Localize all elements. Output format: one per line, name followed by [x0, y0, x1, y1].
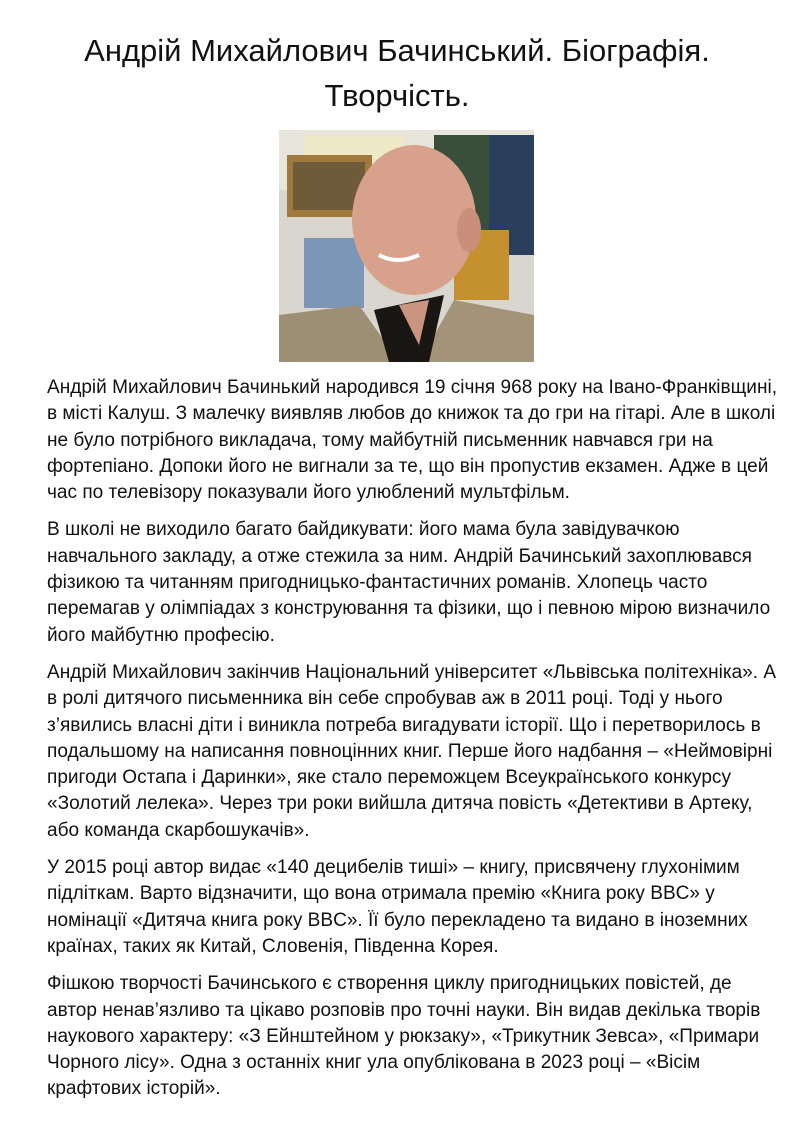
- author-portrait-photo: [279, 130, 534, 362]
- paragraph-line: час по телевізору показували його улюблений мультфільм.: [47, 482, 570, 504]
- paragraph-line: Андрій Михайлович Бачинький народився 19 січня 968 року на Івано-Франківщині,: [47, 377, 778, 398]
- paragraph-line: не було потрібного викладача, тому майбутній письменник навчався гри на: [47, 429, 713, 451]
- paragraph: [47, 660, 787, 844]
- paragraph-line: «Золотий лелека». Через три роки вийшла дитяча повість «Детективи в Артеку,: [47, 793, 753, 815]
- document-title: [0, 28, 794, 118]
- title-line: Творчість.: [324, 78, 470, 113]
- paragraph-line: автор ненав’язливо та цікаво розповів про точні науки. Він видав декілька творів: [47, 999, 761, 1021]
- paragraph-line: його майбутню професію.: [47, 624, 275, 646]
- paragraph-line: пригоди Остапа і Даринки», яке стало переможцем Всеукраїнського конкурсу: [47, 767, 731, 789]
- paragraph-line: в ролі дитячого письменника він себе спробував аж в 2011 році. Тоді у нього: [47, 688, 723, 710]
- paragraph-line: Чорного лісу». Одна з останніх книг ула опублікована в 2023 році – «Вісім: [47, 1052, 701, 1074]
- paragraph-line: Андрій Михайлович закінчив Національний університет «Львівська політехніка». А: [47, 661, 777, 683]
- paragraph-line: з’явились власні діти і виникла потреба вигадувати історії. Що і перетворилось в: [47, 714, 761, 736]
- paragraph-line: фортепіано. Допоки його не вигнали за те, що він пропустив екзамен. Адже в цей: [47, 455, 769, 477]
- title-line: Андрій Михайлович Бачинський. Біографія.: [84, 33, 710, 68]
- paragraph-line: в місті Калуш. З малечку виявляв любов до книжок та до гри на гітарі. Але в школі: [47, 403, 776, 425]
- paragraph-line: В школі не виходило багато байдикувати: його мама була завідувачкою: [47, 519, 680, 541]
- document-body: [47, 375, 787, 1114]
- paragraph: [47, 971, 787, 1102]
- paragraph-line: У 2015 році автор видає «140 децибелів тиші» – книгу, присвячену глухонімим: [47, 857, 740, 879]
- paragraph-line: фізикою та читанням пригодницько-фантастичних романів. Хлопець часто: [47, 572, 708, 594]
- paragraph: [47, 517, 787, 648]
- paragraph-line: номінації «Дитяча книга року BBC». Її було перекладено та видано в іноземних: [47, 909, 748, 931]
- paragraph-line: або команда скарбошукачів».: [47, 819, 310, 841]
- paragraph: [47, 855, 787, 960]
- paragraph-line: навчального закладу, а отже стежила за ним. Андрій Бачинський захоплювався: [47, 545, 752, 567]
- paragraph-line: крафтових історій».: [47, 1078, 221, 1100]
- paragraph-line: Фішкою творчості Бачинського є створення циклу пригодницьких повістей, де: [47, 973, 732, 995]
- paragraph-line: підліткам. Варто відзначити, що вона отримала премію «Книга року BBC» у: [47, 883, 715, 905]
- paragraph-line: країнах, таких як Китай, Словенія, Південна Корея.: [47, 935, 499, 957]
- paragraph-line: подальшому на написання повноцінних книг. Перше його надбання – «Неймовірні: [47, 740, 773, 762]
- paragraph-line: наукового характеру: «З Ейнштейном у рюкзаку», «Трикутник Зевса», «Примари: [47, 1025, 760, 1047]
- paragraph-line: перемагав у олімпіадах з конструювання та фізики, що і певною мірою визначило: [47, 598, 771, 620]
- paragraph: [47, 375, 787, 506]
